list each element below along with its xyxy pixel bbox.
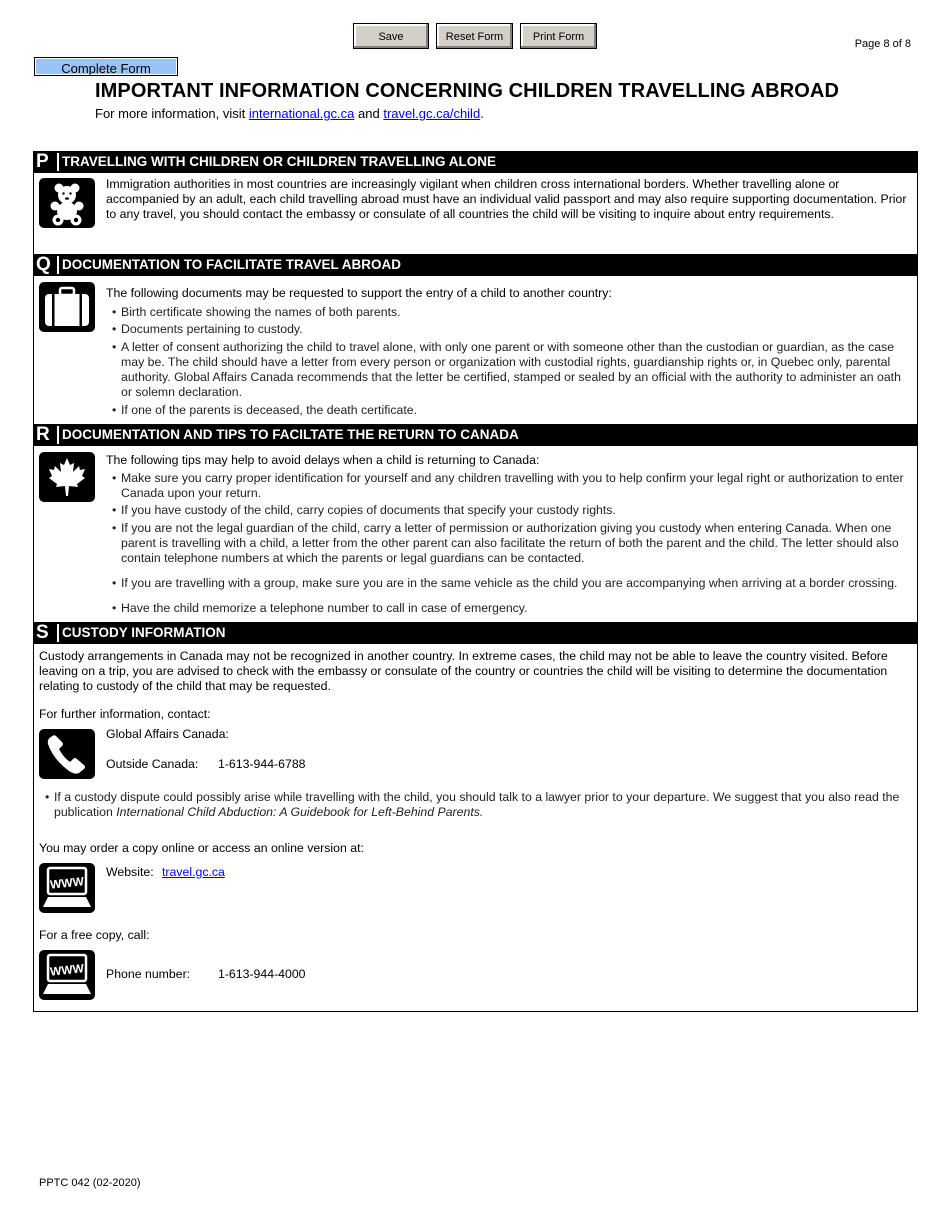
section-s-title: CUSTODY INFORMATION: [62, 625, 226, 640]
section-r-bullet-5: • Have the child memorize a telephone number to call in case of emergency.: [112, 601, 911, 616]
section-q-bullet-3: • A letter of consent authorizing the child to travel alone, with only one parent or with someone other than the custodian or guardian, as the case may be. The child should have a letter from every person or organization with custodial rights, guardianship rights or, in Quebec only, parental authority. Global Affairs Canada recommends that the letter be certified, stamped or sealed by an official with the authority to administer an oath or solemn declaration.: [112, 340, 911, 400]
outside-canada-phone: 1-613-944-6788: [218, 757, 306, 771]
www-text-1: WWW: [49, 874, 85, 892]
section-r-bullet-4: • If you are travelling with a group, make sure you are in the same vehicle as the child you are accompanying when arriving at a border crossing.: [112, 576, 911, 591]
reset-form-button[interactable]: Reset Form: [436, 23, 513, 49]
custody-dispute-text: If a custody dispute could possibly arise while travelling with the child, you should talk to a lawyer prior to your departure. We suggest that you also read the publication: [54, 790, 900, 819]
section-s-letter: S: [36, 622, 49, 643]
form-code: PPTC 042 (02-2020): [39, 1177, 141, 1189]
phone-number-value: 1-613-944-4000: [218, 967, 306, 981]
phone-icon: [39, 729, 95, 779]
section-p-letter: P: [36, 151, 49, 172]
section-r-intro: The following tips may help to avoid delays when a child is returning to Canada:: [106, 453, 540, 467]
complete-form-button[interactable]: Complete Form: [34, 57, 178, 76]
section-r-title: DOCUMENTATION AND TIPS TO FACILTATE THE RETURN TO CANADA: [62, 427, 519, 442]
section-q-separator: [57, 256, 59, 274]
section-r-bullet-2: • If you have custody of the child, carry copies of documents that specify your custody rights.: [112, 503, 911, 518]
and-text: and: [358, 106, 380, 121]
page-number: Page 8 of 8: [854, 38, 911, 50]
website-label: Website:: [106, 865, 154, 879]
section-r-bullet-3: • If you are not the legal guardian of the child, carry a letter of permission or authorization giving you custody when entering Canada. When one parent is travelling with a child, a letter from the other parent can also facilitate the return of both the parent and the child. The letter should also contain telephone numbers at which the parents or legal guardians can be contacted.: [112, 521, 911, 566]
section-s-header: [33, 622, 918, 644]
section-q-bullet-2: • Documents pertaining to custody.: [112, 322, 911, 337]
website-link[interactable]: travel.gc.ca: [162, 865, 225, 879]
more-info-line: [95, 106, 484, 121]
section-s-body: Custody arrangements in Canada may not be recognized in another country. In extreme cases, the child may not be able to leave the country visited. Before leaving on a trip, you are advised to check with the embassy or consulate of the country or countries the child will be visiting to determine the documentation relating to custody of the child that may be requested.: [39, 649, 888, 693]
section-p-header: [33, 151, 918, 173]
section-r-letter: R: [36, 424, 50, 445]
section-q-header: [33, 254, 918, 276]
free-copy-label: For a free copy, call:: [39, 928, 150, 942]
section-p-title: TRAVELLING WITH CHILDREN OR CHILDREN TRAVELLING ALONE: [62, 154, 496, 169]
travel-child-link[interactable]: travel.gc.ca/child: [383, 106, 481, 121]
guidebook-title: International Child Abduction: A Guidebook for Left-Behind Parents.: [116, 805, 484, 819]
print-form-button[interactable]: Print Form: [520, 23, 597, 49]
computer-www-icon: [39, 863, 95, 913]
section-q-bullet-4: • If one of the parents is deceased, the death certificate.: [112, 403, 911, 418]
section-r-header: [33, 424, 918, 446]
phone-number-label: Phone number:: [106, 967, 191, 981]
outside-canada-label: Outside Canada:: [106, 757, 199, 771]
gac-label: Global Affairs Canada:: [106, 727, 229, 741]
period-text: .: [480, 106, 484, 121]
section-q-bullet-1: • Birth certificate showing the names of both parents.: [112, 305, 911, 320]
page-title: IMPORTANT INFORMATION CONCERNING CHILDREN TRAVELLING ABROAD: [95, 80, 840, 102]
computer-www-icon-2: [39, 950, 95, 1000]
teddy-bear-icon: [39, 178, 95, 228]
section-q-intro: The following documents may be requested to support the entry of a child to another country:: [106, 286, 612, 300]
more-info-prefix: For more information, visit: [95, 106, 246, 121]
www-text-2: WWW: [49, 961, 85, 979]
section-p-body: Immigration authorities in most countries are increasingly vigilant when children cross international borders. Whether travelling alone or accompanied by an adult, each child travelling abroad must have an individual valid passport and may also require supporting documentation. Prior to any travel, you should contact the embassy or consulate of all countries the child will be visiting to inquire about entry requirements.: [106, 177, 907, 221]
section-q-letter: Q: [36, 254, 51, 275]
section-r-bullet-1: • Make sure you carry proper identification for yourself and any children travelling with you to help confirm your legal right or authorization to enter Canada upon your return.: [112, 471, 911, 501]
section-s-separator: [57, 624, 59, 642]
section-r-separator: [57, 426, 59, 444]
suitcase-icon: [39, 282, 95, 332]
custody-dispute-bullet: [45, 790, 918, 820]
maple-leaf-icon: [39, 452, 95, 502]
order-copy-label: You may order a copy online or access an online version at:: [39, 841, 364, 855]
further-info-label: For further information, contact:: [39, 707, 211, 721]
save-button[interactable]: Save: [353, 23, 429, 49]
section-q-title: DOCUMENTATION TO FACILITATE TRAVEL ABROAD: [62, 257, 401, 272]
international-link[interactable]: international.gc.ca: [248, 106, 355, 121]
section-p-separator: [57, 153, 59, 171]
